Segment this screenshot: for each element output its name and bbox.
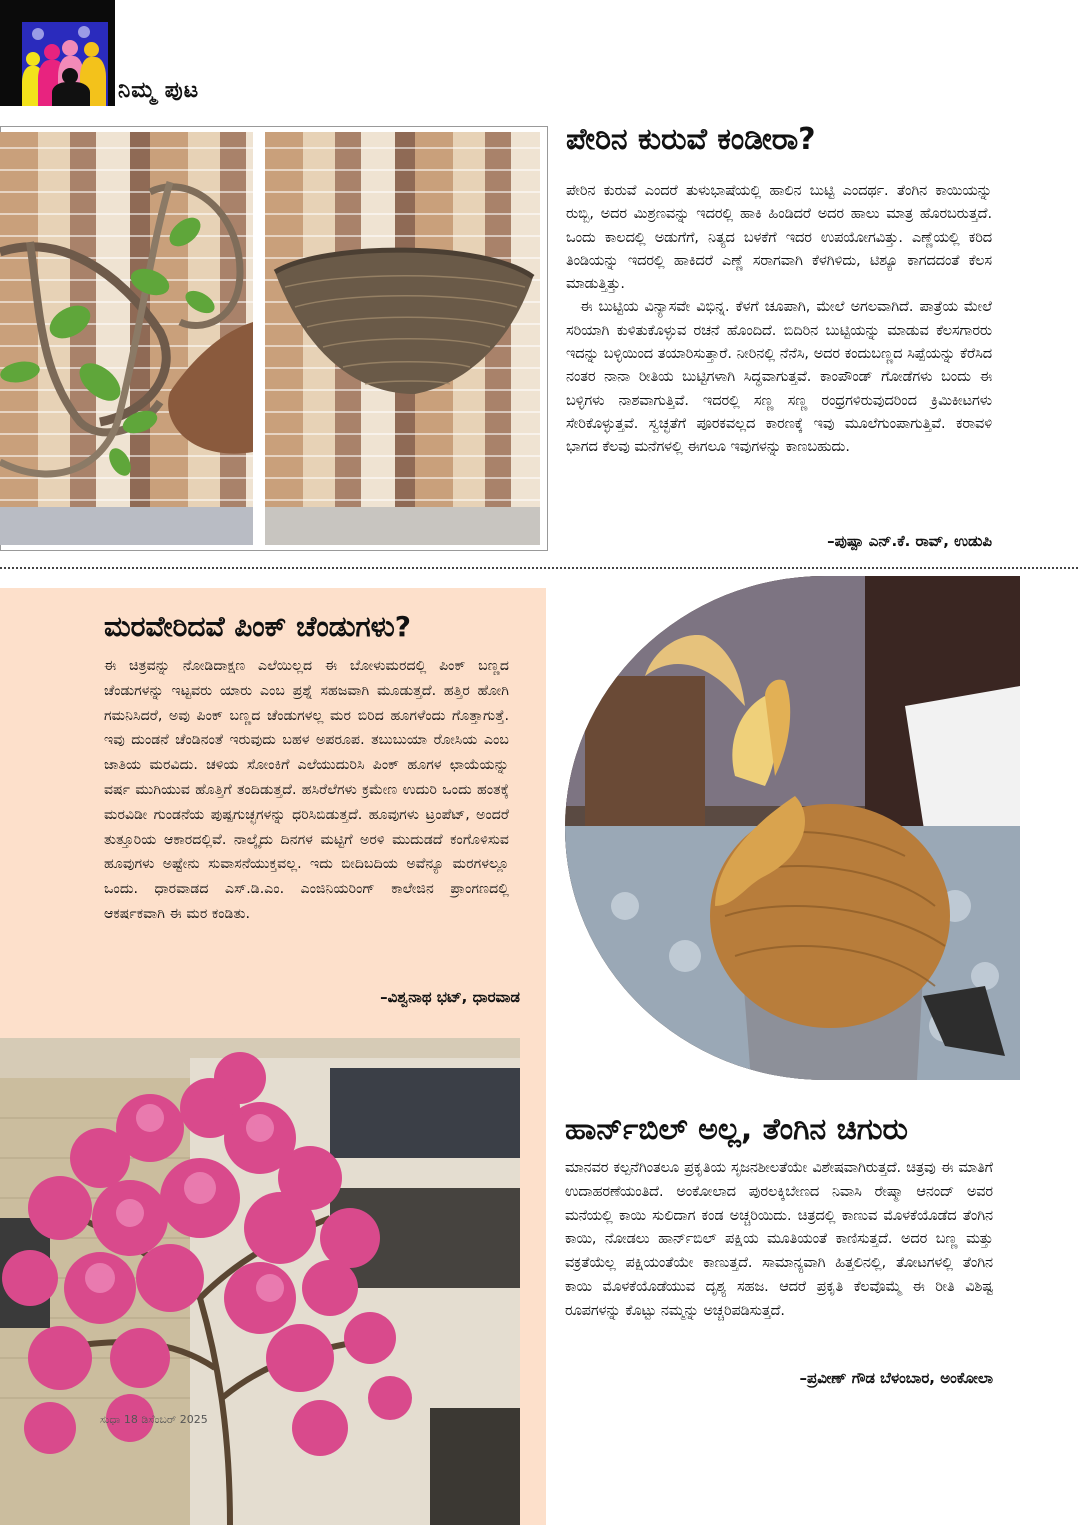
article1-title: ಪೇರಿನ ಕುರುವೆ ಕಂಡೀರಾ? <box>566 122 816 157</box>
article1-byline: –ಪುಷ್ಪಾ ಎನ್.ಕೆ. ರಾವ್, ಉಡುಪಿ <box>827 532 992 550</box>
article3-body <box>565 1157 993 1324</box>
vine-plant-photo <box>0 132 253 545</box>
people-silhouettes-logo <box>22 22 108 106</box>
page-footer-caption: ಸುಧಾ 18 ಡಿಸೆಂಬರ್ 2025 <box>100 1413 208 1426</box>
section-divider <box>0 567 1078 569</box>
article3-paragraph: ಮಾನವರ ಕಲ್ಪನೆಗಿಂತಲೂ ಪ್ರಕೃತಿಯ ಸೃಜನಶೀಲತೆಯೇ ವಿಶೇಷವಾಗಿರುತ್ತದೆ. ಚಿತ್ರವು ಈ ಮಾತಿಗೆ ಉದಾಹರಣೆಯಂತಿದೆ. ಅಂಕೋಲಾದ ಪುರಲಕ್ಕಿಬೇಣದ ನಿವಾಸಿ ರೇಷ್ಮಾ ಆನಂದ್ ಅವರ ಮನೆಯಲ್ಲಿ ಕಾಯಿ ಸುಲಿದಾಗ ಕಂಡ ಅಚ್ಚರಿಯಿದು. ಚಿತ್ರದಲ್ಲಿ ಕಾಣುವ ಮೊಳಕೆಯೊಡೆದ ತೆಂಗಿನ ಕಾಯಿ, ನೋಡಲು ಹಾರ್ನ್‌ಬಿಲ್ ಪಕ್ಷಿಯ ಮೂತಿಯಂತೆ ಕಾಣಿಸುತ್ತದೆ. ಅದರ ಬಣ್ಣ ಮತ್ತು ವಕ್ರತೆಯೆಲ್ಲ ಪಕ್ಷಿಯಂತೆಯೇ ಕಾಣುತ್ತದೆ. ಸಾಮಾನ್ಯವಾಗಿ ಹಿತ್ತಲಿನಲ್ಲಿ, ತೋಟಗಳಲ್ಲಿ ತೆಂಗಿನ ಕಾಯಿ ಮೊಳಕೆಯೊಡೆಯುವ ದೃಶ್ಯ ಸಹಜ. ಆದರೆ ಪ್ರಕೃತಿ ಕೆಲವೊಮ್ಮೆ ಈ ರೀತಿ ವಿಶಿಷ್ಟ ರೂಪಗಳನ್ನು ಕೊಟ್ಟು ನಮ್ಮನ್ನು ಅಚ್ಚರಿಪಡಿಸುತ್ತದೆ. <box>565 1160 993 1319</box>
sprouting-coconut-photo <box>565 576 1020 1080</box>
article2-byline: –ವಿಶ್ವನಾಥ ಭಟ್, ಧಾರವಾಡ <box>380 988 520 1006</box>
article2-body <box>104 654 509 927</box>
pink-tree-photo <box>0 1038 520 1525</box>
article3-byline: –ಪ್ರವೀಣ್ ಗೌಡ ಬೆಳಂಬಾರ, ಅಂಕೋಲಾ <box>799 1369 993 1387</box>
woven-basket-photo <box>265 132 540 545</box>
section-logo-block <box>0 0 115 106</box>
article1-body <box>566 180 992 460</box>
section-label: ನಿಮ್ಮ ಪುಟ <box>118 78 200 103</box>
article2-paragraph: ಈ ಚಿತ್ರವನ್ನು ನೋಡಿದಾಕ್ಷಣ ಎಲೆಯಿಲ್ಲದ ಈ ಬೋಳುಮರದಲ್ಲಿ ಪಿಂಕ್ ಬಣ್ಣದ ಚೆಂಡುಗಳನ್ನು ಇಟ್ಟವರು ಯಾರು ಎಂಬ ಪ್ರಶ್ನೆ ಸಹಜವಾಗಿ ಮೂಡುತ್ತದೆ. ಹತ್ತಿರ ಹೋಗಿ ಗಮನಿಸಿದರೆ, ಅವು ಪಿಂಕ್ ಬಣ್ಣದ ಚೆಂಡುಗಳಲ್ಲ ಮರ ಬಿರಿದ ಹೂಗಳೆಂದು ಗೊತ್ತಾಗುತ್ತೆ. ಇವು ದುಂಡನೆ ಚೆಂಡಿನಂತೆ ಇರುವುದು ಬಹಳ ಅಪರೂಪ. ತಬುಬುಯಾ ರೋಸಿಯ ಎಂಬ ಜಾತಿಯ ಮರವಿದು. ಚಳಿಯ ಸೋಂಕಿಗೆ ಎಲೆಯುದುರಿಸಿ ಪಿಂಕ್ ಹೂಗಳ ಛಾಯೆಯನ್ನು ವರ್ಷ ಮುಗಿಯುವ ಹೊತ್ತಿಗೆ ತಂದಿಡುತ್ತದೆ. ಹಸಿರೆಲೆಗಳು ಕ್ರಮೇಣ ಉದುರಿ ಒಂದು ಹಂತಕ್ಕೆ ಮರವಿಡೀ ಗುಂಡನೆಯ ಪುಷ್ಪಗುಚ್ಛಗಳನ್ನು ಧರಿಸಿಬಿಡುತ್ತದೆ. ಹೂವುಗಳು ಟ್ರಂಪೆಟ್, ಅಂದರೆ ತುತ್ತೂರಿಯ ಆಕಾರದಲ್ಲಿವೆ. ನಾಲ್ಕೈದು ದಿನಗಳ ಮಟ್ಟಿಗೆ ಅರಳಿ ಮುದುಡದೆ ಕಂಗೊಳಿಸುವ ಹೂವುಗಳು ಅಷ್ಟೇನು ಸುವಾಸನೆಯುಕ್ತವಲ್ಲ. ಇದು ಬೀದಿಬದಿಯ ಅವೆನ್ಯೂ ಮರಗಳಲ್ಲೂ ಒಂದು. ಧಾರವಾಡದ ಎಸ್.ಡಿ.ಎಂ. ಎಂಜಿನಿಯರಿಂಗ್ ಕಾಲೇಜಿನ ಪ್ರಾಂಗಣದಲ್ಲಿ ಆಕರ್ಷಕವಾಗಿ ಈ ಮರ ಕಂಡಿತು. <box>104 658 509 922</box>
article1-paragraph: ಈ ಬುಟ್ಟಿಯ ವಿನ್ಯಾಸವೇ ವಿಭಿನ್ನ. ಕೆಳಗೆ ಚೂಪಾಗಿ, ಮೇಲೆ ಅಗಲವಾಗಿದೆ. ಪಾತ್ರೆಯ ಮೇಲೆ ಸರಿಯಾಗಿ ಕುಳಿತುಕೊಳ್ಳುವ ರಚನೆ ಹೊಂದಿದೆ. ಬಿದಿರಿನ ಬುಟ್ಟಿಯನ್ನು ಮಾಡುವ ಕೆಲಸಗಾರರು ಇದನ್ನು ಬಳ್ಳಿಯಿಂದ ತಯಾರಿಸುತ್ತಾರೆ. ನೀರಿನಲ್ಲಿ ನೆನೆಸಿ, ಅದರ ಕಂದುಬಣ್ಣದ ಸಿಪ್ಪೆಯನ್ನು ಕೆರೆಸಿದ ನಂತರ ನಾನಾ ರೀತಿಯ ಬುಟ್ಟಿಗಳಾಗಿ ಸಿದ್ಧವಾಗುತ್ತವೆ. ಕಾಂಪೌಂಡ್ ಗೋಡೆಗಳು ಬಂದು ಈ ಬಳ್ಳಿಗಳು ನಾಶವಾಗುತ್ತಿವೆ. ಇದರಲ್ಲಿ ಸಣ್ಣ ಸಣ್ಣ ರಂಧ್ರಗಳಿರುವುದರಿಂದ ಕ್ರಿಮಿಕೀಟಗಳು ಸೇರಿಕೊಳ್ಳುತ್ತವೆ. ಸ್ವಚ್ಛತೆಗೆ ಪೂರಕವಲ್ಲದ ಕಾರಣಕ್ಕೆ ಇವು ಮೂಲೆಗುಂಪಾಗುತ್ತಿವೆ. ಕರಾವಳಿ ಭಾಗದ ಕೆಲವು ಮನೆಗಳಲ್ಲಿ ಈಗಲೂ ಇವುಗಳನ್ನು ಕಾಣಬಹುದು. <box>566 299 992 456</box>
article3-title: ಹಾರ್ನ್‌ಬಿಲ್ ಅಲ್ಲ, ತೆಂಗಿನ ಚಿಗುರು <box>565 1112 908 1147</box>
article2-title: ಮರವೇರಿದವೆ ಪಿಂಕ್ ಚೆಂಡುಗಳು? <box>104 610 411 643</box>
article1-paragraph: ಪೇರಿನ ಕುರುವೆ ಎಂದರೆ ತುಳುಭಾಷೆಯಲ್ಲಿ ಹಾಲಿನ ಬುಟ್ಟಿ ಎಂದರ್ಥ. ತೆಂಗಿನ ಕಾಯಿಯನ್ನು ರುಬ್ಬಿ, ಅದರ ಮಿಶ್ರಣವನ್ನು ಇದರಲ್ಲಿ ಹಾಕಿ ಹಿಂಡಿದರೆ ಅದರ ಹಾಲು ಮಾತ್ರ ಹೊರಬರುತ್ತದೆ. ಒಂದು ಕಾಲದಲ್ಲಿ ಅಡುಗೆಗೆ, ನಿತ್ಯದ ಬಳಕೆಗೆ ಇದರ ಉಪಯೋಗವಿತ್ತು. ಎಣ್ಣೆಯಲ್ಲಿ ಕರಿದ ತಿಂಡಿಯನ್ನು ಇದರಲ್ಲಿ ಹಾಕಿದರೆ ಎಣ್ಣೆ ಸರಾಗವಾಗಿ ಕೆಳಗಿಳಿದು, ಟಿಶ್ಯೂ ಕಾಗದದಂತೆ ಕೆಲಸ ಮಾಡುತ್ತಿತ್ತು. <box>566 183 992 293</box>
